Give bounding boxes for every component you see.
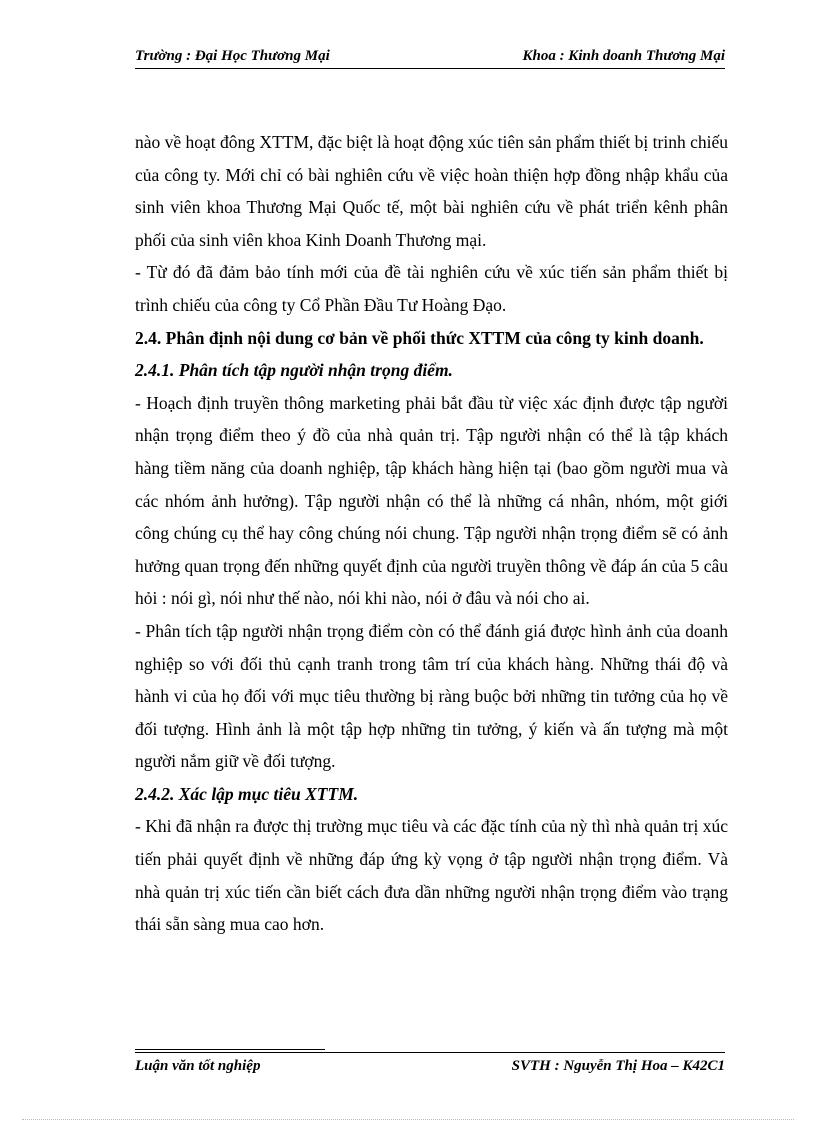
footer-student: SVTH : Nguyễn Thị Hoa – K42C1 [511,1058,725,1074]
subsection-heading-2-4-1: 2.4.1. Phân tích tập người nhận trọng điểm. [135,360,453,381]
header-faculty: Khoa : Kinh doanh Thương Mại [522,48,725,64]
page-footer [135,1058,725,1078]
header-rule [135,68,725,69]
paragraph-1: nào về hoạt đông XTTM, đặc biệt là hoạt động xúc tiên sản phẩm thiết bị trinh chiếu của công ty. Mới chỉ có bài nghiên cứu về việc hoàn thiện hợp đồng nhập khẩu của sinh viên khoa Thương Mại Quốc tế, một bài nghiên cứu về phát triển kênh phân phối của sinh viên khoa Kinh Doanh Thương mại. [135,132,728,250]
footer-rule-upper [135,1049,325,1050]
paragraph-3: - Hoạch định truyền thông marketing phải bắt đầu từ việc xác định được tập người nhận trọng điểm theo ý đồ của nhà quản trị. Tập người nhận có thể là tập khách hàng tiềm năng của doanh nghiệp, tập khách hàng hiện tại (bao gồm người mua và các nhóm ảnh hưởng). Tập người nhận có thể là những cá nhân, nhóm, một giới công chúng cụ thể hay công chúng nói chung. Tập người nhận trọng điểm sẽ có ảnh hưởng quan trọng đến những quyết định của người truyền thông về đáp án của 5 câu hỏi : nói gì, nói như thế nào, nói khi nào, nói ở đâu và nói cho ai. [135,392,728,609]
paragraph-5: - Khi đã nhận ra được thị trường mục tiêu và các đặc tính của nỳ thì nhà quản trị xúc tiến phải quyết định về những đáp ứng kỳ vọng ở tập người nhận trọng điểm. Và nhà quản trị xúc tiến cần biết cách đưa dần những người nhận trọng điểm vào trạng thái sẵn sàng mua cao hơn. [135,816,728,935]
page-header [135,48,725,68]
footer-rule [135,1052,725,1053]
page-body [135,126,728,941]
paragraph-2: - Từ đó đã đảm bảo tính mới của đề tài nghiên cứu về xúc tiến sản phẩm thiết bị trình chiếu của công ty Cổ Phần Đầu Tư Hoàng Đạo. [135,262,728,315]
header-school: Trường : Đại Học Thương Mại [135,48,330,64]
footer-thesis: Luận văn tốt nghiệp [135,1058,261,1074]
section-heading-2-4: 2.4. Phân định nội dung cơ bản về phối thức XTTM của công ty kinh doanh. [135,327,704,348]
subsection-heading-2-4-2: 2.4.2. Xác lập mục tiêu XTTM. [135,783,359,804]
page-edge [22,1119,794,1120]
paragraph-4: - Phân tích tập người nhận trọng điểm còn có thể đánh giá được hình ảnh của doanh nghiệp so với đối thủ cạnh tranh trong tâm trí của khách hàng. Những thái độ và hành vi của họ đối với mục tiêu thường bị ràng buộc bởi những tin tưởng của họ về đối tượng. Hình ảnh là một tập hợp những tin tưởng, ý kiến và ấn tượng mà một người nắm giữ về đối tượng. [135,620,728,772]
